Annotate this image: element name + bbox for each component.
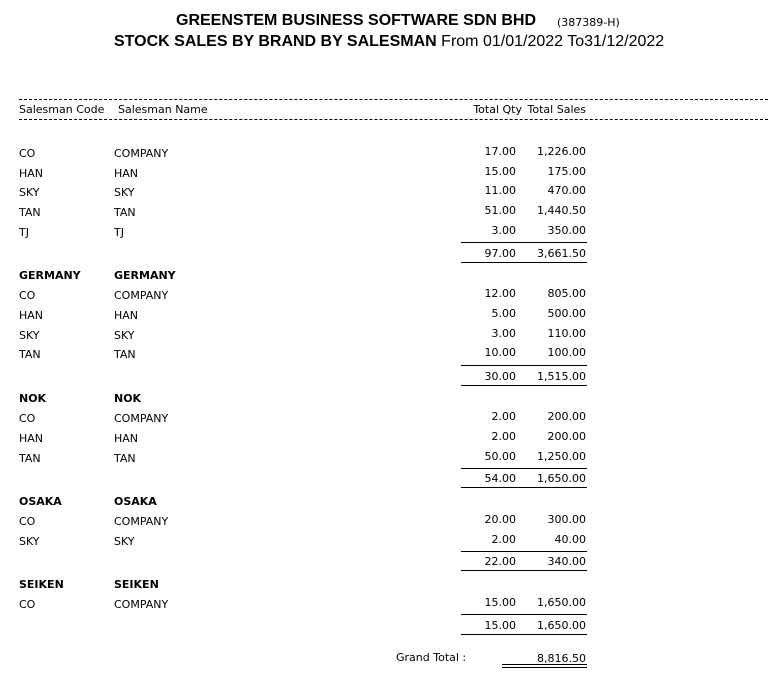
grand-total-sales: 8,816.50 — [537, 652, 586, 665]
salesman-name: TJ — [114, 226, 124, 239]
brand-code: OSAKA — [19, 495, 62, 508]
total-sales: 1,440.50 — [537, 204, 586, 217]
salesman-name: COMPANY — [114, 147, 169, 160]
brand-name: OSAKA — [114, 495, 157, 508]
total-sales: 110.00 — [547, 327, 586, 340]
subtotal-underline — [461, 570, 587, 571]
salesman-name: COMPANY — [114, 412, 169, 425]
report-title-line — [114, 33, 664, 51]
salesman-name: COMPANY — [114, 515, 169, 528]
salesman-name: COMPANY — [114, 289, 169, 302]
total-sales: 200.00 — [547, 430, 586, 443]
salesman-code: CO — [19, 598, 36, 611]
to-date: 31/12/2022 — [584, 33, 665, 50]
subtotal-qty: 15.00 — [484, 619, 516, 632]
total-sales: 1,250.00 — [537, 450, 586, 463]
total-qty: 3.00 — [491, 224, 516, 237]
col-header-total-qty: Total Qty — [473, 103, 522, 116]
total-sales: 1,226.00 — [537, 145, 586, 158]
subtotal-underline — [461, 385, 587, 386]
salesman-name: COMPANY — [114, 598, 169, 611]
total-qty: 15.00 — [484, 596, 516, 609]
salesman-name: TAN — [114, 348, 136, 361]
salesman-code: CO — [19, 147, 36, 160]
total-sales: 40.00 — [554, 533, 586, 546]
brand-code: NOK — [19, 392, 47, 405]
total-sales: 300.00 — [547, 513, 586, 526]
salesman-name: TAN — [114, 206, 136, 219]
total-qty: 15.00 — [484, 165, 516, 178]
col-header-salesman-name: Salesman Name — [118, 103, 208, 116]
total-qty: 3.00 — [491, 327, 516, 340]
subtotal-line — [461, 242, 587, 243]
total-qty: 2.00 — [491, 533, 516, 546]
total-qty: 10.00 — [484, 346, 516, 359]
total-sales: 805.00 — [547, 287, 586, 300]
header-top-divider — [19, 99, 768, 100]
salesman-code: TJ — [19, 226, 29, 239]
header-bottom-divider — [19, 119, 768, 120]
salesman-code: HAN — [19, 432, 44, 445]
subtotal-underline — [461, 262, 587, 263]
subtotal-underline — [461, 487, 587, 488]
subtotal-sales: 1,515.00 — [537, 370, 586, 383]
salesman-name: HAN — [114, 432, 139, 445]
salesman-name: SKY — [114, 186, 135, 199]
total-qty: 17.00 — [484, 145, 516, 158]
total-sales: 100.00 — [547, 346, 586, 359]
subtotal-sales: 3,661.50 — [537, 247, 586, 260]
salesman-name: HAN — [114, 309, 139, 322]
total-qty: 20.00 — [484, 513, 516, 526]
brand-name: NOK — [114, 392, 142, 405]
subtotal-line — [461, 614, 587, 615]
to-label: To — [567, 33, 585, 50]
registration-number: (387389-H) — [557, 16, 620, 29]
col-header-total-sales: Total Sales — [527, 103, 586, 116]
subtotal-line — [461, 365, 587, 366]
salesman-name: SKY — [114, 535, 135, 548]
subtotal-underline — [461, 634, 587, 635]
subtotal-sales: 1,650.00 — [537, 619, 586, 632]
col-header-salesman-code: Salesman Code — [19, 103, 105, 116]
subtotal-qty: 30.00 — [484, 370, 516, 383]
salesman-code: HAN — [19, 167, 44, 180]
total-sales: 500.00 — [547, 307, 586, 320]
salesman-code: TAN — [19, 452, 41, 465]
brand-code: SEIKEN — [19, 578, 64, 591]
grand-total-underline-1 — [502, 664, 587, 665]
report-title: STOCK SALES BY BRAND BY SALESMAN — [114, 33, 437, 50]
salesman-code: CO — [19, 412, 36, 425]
total-sales: 1,650.00 — [537, 596, 586, 609]
subtotal-sales: 1,650.00 — [537, 472, 586, 485]
brand-name: SEIKEN — [114, 578, 159, 591]
grand-total-underline-2 — [502, 667, 587, 668]
salesman-code: CO — [19, 515, 36, 528]
subtotal-line — [461, 551, 587, 552]
total-qty: 5.00 — [491, 307, 516, 320]
brand-code: GERMANY — [19, 269, 81, 282]
total-qty: 50.00 — [484, 450, 516, 463]
salesman-name: SKY — [114, 329, 135, 342]
salesman-code: CO — [19, 289, 36, 302]
salesman-code: HAN — [19, 309, 44, 322]
total-qty: 2.00 — [491, 430, 516, 443]
subtotal-qty: 22.00 — [484, 555, 516, 568]
total-qty: 12.00 — [484, 287, 516, 300]
salesman-code: SKY — [19, 329, 40, 342]
salesman-code: SKY — [19, 186, 40, 199]
brand-name: GERMANY — [114, 269, 176, 282]
total-qty: 2.00 — [491, 410, 516, 423]
total-sales: 175.00 — [547, 165, 586, 178]
grand-total-label: Grand Total : — [396, 651, 467, 664]
subtotal-sales: 340.00 — [547, 555, 586, 568]
subtotal-line — [461, 468, 587, 469]
subtotal-qty: 97.00 — [484, 247, 516, 260]
total-sales: 470.00 — [547, 184, 586, 197]
salesman-code: SKY — [19, 535, 40, 548]
salesman-name: HAN — [114, 167, 139, 180]
total-qty: 51.00 — [484, 204, 516, 217]
company-name: GREENSTEM BUSINESS SOFTWARE SDN BHD — [176, 12, 537, 29]
subtotal-qty: 54.00 — [484, 472, 516, 485]
salesman-code: TAN — [19, 348, 41, 361]
from-label: From — [441, 33, 479, 50]
total-sales: 350.00 — [547, 224, 586, 237]
salesman-name: TAN — [114, 452, 136, 465]
salesman-code: TAN — [19, 206, 41, 219]
total-sales: 200.00 — [547, 410, 586, 423]
total-qty: 11.00 — [484, 184, 516, 197]
from-date: 01/01/2022 — [482, 33, 564, 50]
